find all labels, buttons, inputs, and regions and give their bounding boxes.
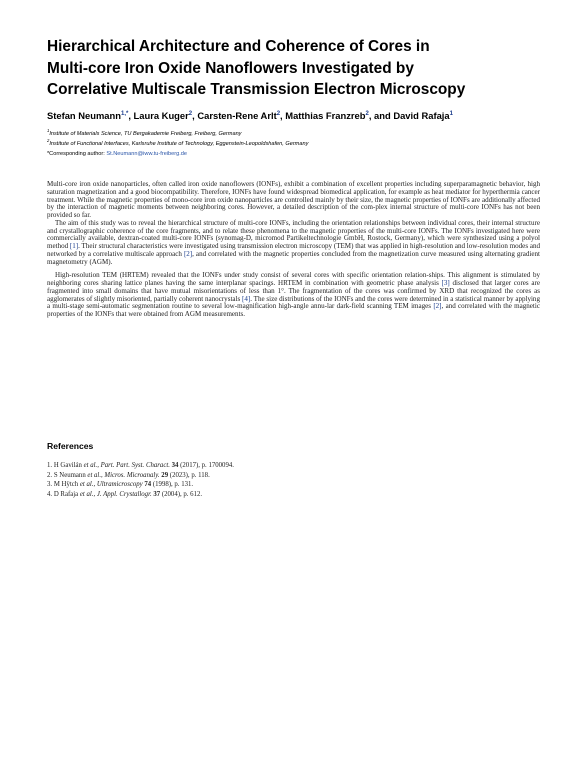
paragraph-2 [47,220,540,267]
paragraph-3 [47,272,540,319]
reference-journal: , J. Appl. Crystallogr. [93,490,152,498]
paragraph-1: Multi-core iron oxide nanoparticles, often called iron oxide nanoflowers (IONFs), exhibit a combination of excellent properties including superparamagnetic behavior, high saturation magnetization and a good biocompatibility. Therefore, IONFs have found widespread biomedical application, for example as heat mediator for hyperthermia cancer treatment. While the magnetic properties of mono-core iron oxide nanoparticles are controlled mainly by their size, the magnetic properties of IONFs are additionally affected by the interaction of magnetic moments between neighboring cores. However, a detailed description of the com-plex internal structure of multi-core IONFs has not been provided so far. [47,180,540,219]
citation-link[interactable]: [4] [242,294,251,303]
reference-details: (2004), p. 612. [160,490,203,498]
reference-item [47,461,527,471]
author-separator: , [192,110,198,122]
author-name: David Rafaja [393,110,450,122]
reference-etal: et al. [79,490,94,498]
paragraph-text: . Their structural characteristics were investigated using transmission electron microscopy (TEM) that was applied in high-resolution and low-resolution modes and networked by a correlative multiscale approach [47,242,541,258]
title-line-1: Hierarchical Architecture and Coherence of Cores in [47,38,430,55]
reference-volume: 74 [142,481,152,489]
reference-etal: et al. [83,462,98,469]
reference-details: (1998), p. 131. [151,481,194,489]
reference-details: (2017), p. 1700094. [178,462,234,469]
reference-journal: , Micros. Microanaly. [101,471,160,479]
author-affiliation-mark: 1 [449,111,453,117]
author-affiliation-mark: 2 [188,111,193,117]
citation-link[interactable]: [2] [433,302,442,311]
title-line-2: Multi-core Iron Oxide Nanoflowers Investigated by [47,59,414,77]
reference-number: 3. [47,481,53,489]
paragraph-text: , and correlated with the magnetic properties of the IONFs that were obtained from AGM measurements. [47,302,540,318]
affiliation-2 [47,137,547,148]
reference-authors: D Rafaja [53,490,80,498]
reference-volume: 34 [169,462,179,469]
affiliation-mark: 1 [47,128,50,133]
author-name: Stefan Neumann [47,110,121,122]
paragraph-text: , and correlated with the magnetic properties concluded from the magnetization curve measured using alternating gradient magnetometry (AGM). [47,249,540,266]
paragraph-text: . The size distributions of the IONFs and the cores were determined in a statistical manner by applying a multi-stage semi-automatic segmentation routine to several low-magnification high-angle annu-lar dark-field scanning TEM images [47,294,540,311]
references-heading: References [47,441,94,451]
reference-item [47,490,527,500]
citation-link[interactable]: [2] [183,249,193,258]
reference-etal: et al. [79,481,94,489]
author-separator: , [128,110,134,122]
corresponding-email-link[interactable]: St.Neumann@iww.tu-freiberg.de [106,151,188,157]
reference-etal: et al. [87,471,102,479]
reference-authors: M Hÿtch [53,481,80,489]
reference-volume: 37 [151,490,161,498]
author-name: Carsten-Rene Arlt [197,110,277,122]
reference-number: 4. [47,490,53,498]
reference-item [47,471,527,481]
citation-link[interactable]: [1] [69,242,79,250]
reference-volume: 29 [159,471,169,479]
corresponding-label: *Corresponding author: [47,151,105,157]
affiliation-text: Institute of Functional Interfaces, Karlsruhe Institute of Technology, Eggenstein-Leopoldshafen, Germany [49,140,309,147]
author-name: Laura Kuger [133,110,189,122]
author-name: Matthias Franzreb [285,110,366,122]
reference-authors: S Neumann [53,471,88,479]
reference-number: 1. [47,462,53,469]
reference-journal: , Ultramicroscopy [93,481,143,489]
affiliation-mark: 2 [47,138,50,143]
author-affiliation-mark: 1,* [120,111,129,117]
reference-details: (2023), p. 118. [168,471,210,479]
author-affiliation-mark: 2 [276,111,281,117]
affiliation-text: Institute of Materials Science, TU Bergakademie Freiberg, Freiberg, Germany [49,130,242,137]
author-affiliation-mark: 2 [365,111,369,117]
paragraph-text: The aim of this study was to reveal the hierarchical structure of multi-core IONFs, including the orientation relationships between individual cores, their internal structure and crystallographic coherence of the core fragments, and to relate these phenomena to the magnetic properties of the multi-core IONFs. The IONFs investigated here were commercially available, dextran-coated multi-core IONFs (synomag-D, micromod Partikeltechnologie GmbH, Rostock, Germany), which were synthesized using a polyol method [47,218,540,250]
paragraph-text: High-resolution TEM (HRTEM) revealed that the IONFs under study consist of several cores with specific orientation relation-ships. This alignment is stimulated by neighboring cores sharing lattice planes having the same interplanar spacings. HRTEM in combination with geometric phase analysis [47,271,540,287]
reference-number: 2. [47,471,53,479]
corresponding-author [47,151,187,158]
reference-list [47,461,527,499]
title-line-3: Correlative Multiscale Transmission Electron Microscopy [47,81,466,98]
author-separator: , and [368,110,394,122]
citation-link[interactable]: [3] [441,279,450,287]
reference-authors: H Gavilán [53,462,84,469]
paper-title [47,36,547,101]
reference-item [47,480,527,490]
author-list [47,108,567,122]
reference-journal: , Part. Part. Syst. Charact. [97,462,170,469]
paragraph-text: disclosed that larger cores are fragmented into small domains that have mutual misorientations of less than 1°. The fragmentation of the cores was confirmed by XRD that recognized the cores as agglomerates of slightly misoriented, partially coherent nanocrystals [47,279,540,303]
abstract-body [47,181,540,319]
author-separator: , [280,110,286,122]
